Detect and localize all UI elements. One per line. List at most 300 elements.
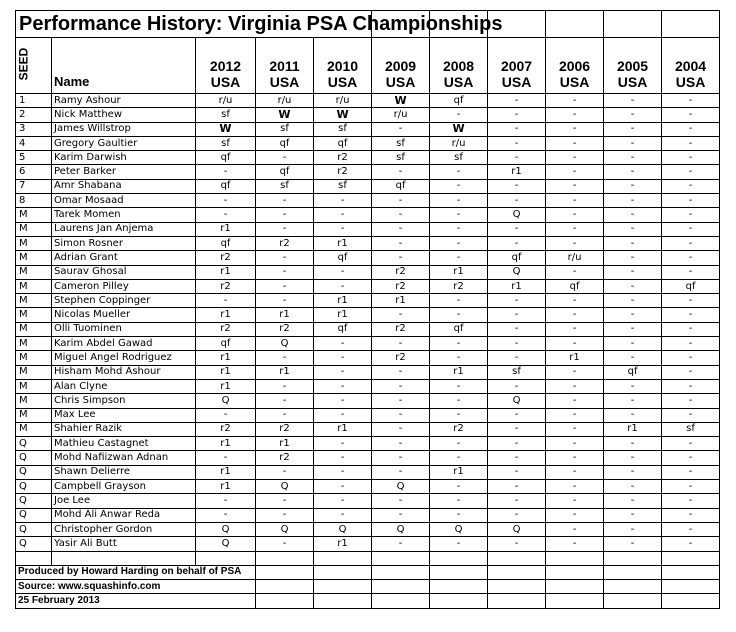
seed-cell: 4 — [16, 136, 52, 150]
result-cell: W — [372, 94, 430, 108]
result-cell: W — [196, 122, 256, 136]
footer-row — [16, 565, 720, 579]
result-cell: - — [662, 522, 720, 536]
result-cell: - — [196, 408, 256, 422]
result-cell: r2 — [196, 251, 256, 265]
result-cell: - — [314, 394, 372, 408]
result-cell: Q — [256, 522, 314, 536]
result-cell: qf — [430, 322, 488, 336]
year-header — [314, 38, 372, 94]
year-label: 2011 — [269, 58, 300, 74]
year-header — [196, 38, 256, 94]
result-cell: - — [314, 351, 372, 365]
table-row — [16, 322, 720, 336]
result-cell: - — [314, 451, 372, 465]
page-title: Performance History: Virginia PSA Championships — [16, 11, 372, 38]
result-cell: - — [430, 236, 488, 250]
result-cell: - — [430, 437, 488, 451]
player-name-cell: Alan Clyne — [52, 379, 196, 393]
result-cell: - — [604, 308, 662, 322]
result-cell: r1 — [256, 437, 314, 451]
country-label: USA — [443, 74, 474, 90]
player-name-cell: Max Lee — [52, 408, 196, 422]
result-cell: - — [314, 279, 372, 293]
result-cell: - — [256, 194, 314, 208]
player-name-cell: Simon Rosner — [52, 236, 196, 250]
empty-cell — [256, 580, 314, 594]
table-row — [16, 265, 720, 279]
table-row — [16, 379, 720, 393]
result-cell: - — [662, 122, 720, 136]
seed-cell: 1 — [16, 94, 52, 108]
empty-cell — [662, 594, 720, 608]
result-cell: - — [430, 351, 488, 365]
result-cell: - — [256, 465, 314, 479]
result-cell: - — [662, 208, 720, 222]
result-cell: qf — [430, 94, 488, 108]
result-cell: sf — [372, 151, 430, 165]
result-cell: - — [546, 451, 604, 465]
table-row — [16, 179, 720, 193]
player-name-cell: Shawn Delierre — [52, 465, 196, 479]
result-cell: - — [196, 208, 256, 222]
player-name-cell: Miguel Angel Rodriguez — [52, 351, 196, 365]
result-cell: - — [604, 322, 662, 336]
table-row — [16, 194, 720, 208]
footer-row — [16, 580, 720, 594]
result-cell: sf — [488, 365, 546, 379]
table-row — [16, 236, 720, 250]
result-cell: - — [488, 494, 546, 508]
empty-cell — [314, 565, 372, 579]
result-cell: - — [662, 151, 720, 165]
table-row — [16, 251, 720, 265]
result-cell: - — [604, 236, 662, 250]
table-row — [16, 480, 720, 494]
result-cell: - — [604, 179, 662, 193]
result-cell: - — [430, 379, 488, 393]
result-cell: - — [372, 365, 430, 379]
result-cell: - — [546, 165, 604, 179]
result-cell: - — [662, 379, 720, 393]
empty-cell — [430, 551, 488, 565]
seed-cell: Q — [16, 522, 52, 536]
source-note: Source: www.squashinfo.com — [16, 580, 256, 594]
result-cell: - — [662, 94, 720, 108]
result-cell: qf — [196, 236, 256, 250]
year-label: 2007 — [500, 58, 533, 74]
result-cell: - — [604, 408, 662, 422]
result-cell: - — [546, 322, 604, 336]
result-cell: - — [662, 337, 720, 351]
country-label: USA — [675, 74, 706, 90]
result-cell: - — [662, 437, 720, 451]
player-name-cell: Adrian Grant — [52, 251, 196, 265]
result-cell: - — [372, 422, 430, 436]
year-header — [430, 38, 488, 94]
result-cell: - — [256, 251, 314, 265]
result-cell: r2 — [430, 422, 488, 436]
player-name-cell: Saurav Ghosal — [52, 265, 196, 279]
result-cell: r1 — [314, 294, 372, 308]
empty-cell — [662, 551, 720, 565]
table-row — [16, 136, 720, 150]
result-cell: r1 — [314, 422, 372, 436]
result-cell: - — [372, 308, 430, 322]
seed-cell: M — [16, 236, 52, 250]
result-cell: - — [372, 465, 430, 479]
result-cell: r1 — [430, 465, 488, 479]
empty-cell — [314, 594, 372, 608]
result-cell: - — [662, 351, 720, 365]
result-cell: Q — [256, 480, 314, 494]
result-cell: - — [256, 408, 314, 422]
result-cell: - — [604, 294, 662, 308]
result-cell: - — [430, 408, 488, 422]
empty-cell — [372, 551, 430, 565]
empty-cell — [196, 551, 256, 565]
header-row — [16, 38, 720, 94]
player-name-cell: Campbell Grayson — [52, 480, 196, 494]
result-cell: - — [546, 136, 604, 150]
empty-cell — [256, 551, 314, 565]
result-cell: r1 — [430, 365, 488, 379]
seed-cell: M — [16, 208, 52, 222]
empty-cell — [604, 580, 662, 594]
result-cell: sf — [256, 179, 314, 193]
result-cell: - — [488, 508, 546, 522]
country-label: USA — [385, 74, 416, 90]
result-cell: - — [314, 365, 372, 379]
table-row — [16, 494, 720, 508]
result-cell: r1 — [196, 308, 256, 322]
result-cell: - — [256, 537, 314, 551]
result-cell: r1 — [314, 308, 372, 322]
spacer-row — [16, 551, 720, 565]
result-cell: - — [256, 379, 314, 393]
table-row — [16, 222, 720, 236]
result-cell: - — [256, 494, 314, 508]
seed-header — [16, 38, 52, 94]
seed-cell: 6 — [16, 165, 52, 179]
date-note: 25 February 2013 — [16, 594, 256, 608]
table-row — [16, 394, 720, 408]
result-cell: - — [662, 294, 720, 308]
result-cell: - — [256, 208, 314, 222]
result-cell: - — [314, 194, 372, 208]
result-cell: - — [372, 537, 430, 551]
result-cell: Q — [430, 522, 488, 536]
empty-cell — [256, 594, 314, 608]
result-cell: - — [488, 351, 546, 365]
result-cell: - — [604, 194, 662, 208]
player-name-cell: James Willstrop — [52, 122, 196, 136]
seed-cell: M — [16, 308, 52, 322]
result-cell: - — [546, 394, 604, 408]
player-name-cell: Stephen Coppinger — [52, 294, 196, 308]
year-label: 2012 — [209, 58, 242, 74]
result-cell: qf — [314, 322, 372, 336]
empty-cell — [430, 594, 488, 608]
result-cell: r1 — [196, 465, 256, 479]
seed-cell: Q — [16, 437, 52, 451]
result-cell: Q — [488, 208, 546, 222]
result-cell: r1 — [196, 437, 256, 451]
year-label: 2005 — [616, 58, 649, 74]
result-cell: r/u — [196, 94, 256, 108]
result-cell: - — [256, 294, 314, 308]
year-header — [662, 38, 720, 94]
result-cell: - — [314, 337, 372, 351]
country-label: USA — [501, 74, 532, 90]
result-cell: - — [372, 208, 430, 222]
result-cell: - — [372, 379, 430, 393]
result-cell: - — [314, 408, 372, 422]
result-cell: - — [372, 251, 430, 265]
empty-cell — [372, 565, 430, 579]
year-label: 2004 — [674, 58, 707, 74]
player-name-cell: Nicolas Mueller — [52, 308, 196, 322]
result-cell: - — [604, 122, 662, 136]
result-cell: - — [662, 136, 720, 150]
result-cell: - — [488, 94, 546, 108]
result-cell: - — [546, 208, 604, 222]
result-cell: r/u — [314, 94, 372, 108]
table-row — [16, 294, 720, 308]
result-cell: - — [546, 508, 604, 522]
result-cell: - — [662, 537, 720, 551]
result-cell: Q — [488, 265, 546, 279]
seed-cell: M — [16, 408, 52, 422]
empty-cell — [488, 565, 546, 579]
result-cell: r1 — [256, 365, 314, 379]
result-cell: - — [488, 408, 546, 422]
result-cell: - — [662, 236, 720, 250]
table-row — [16, 408, 720, 422]
seed-cell: M — [16, 322, 52, 336]
result-cell: - — [488, 179, 546, 193]
result-cell: - — [314, 437, 372, 451]
empty-cell — [372, 594, 430, 608]
empty-cell — [314, 551, 372, 565]
empty-cell — [604, 11, 662, 38]
result-cell: r1 — [196, 379, 256, 393]
result-cell: - — [488, 194, 546, 208]
result-cell: r1 — [488, 165, 546, 179]
result-cell: r/u — [430, 136, 488, 150]
result-cell: sf — [430, 151, 488, 165]
result-cell: - — [488, 136, 546, 150]
result-cell: - — [488, 308, 546, 322]
result-cell: - — [430, 108, 488, 122]
empty-cell — [604, 565, 662, 579]
result-cell: qf — [314, 136, 372, 150]
table-row — [16, 508, 720, 522]
result-cell: - — [314, 265, 372, 279]
result-cell: - — [662, 251, 720, 265]
result-cell: - — [546, 294, 604, 308]
result-cell: - — [488, 465, 546, 479]
result-cell: - — [314, 208, 372, 222]
result-cell: r2 — [372, 279, 430, 293]
player-name-cell: Karim Abdel Gawad — [52, 337, 196, 351]
result-cell: r2 — [372, 265, 430, 279]
table-row — [16, 122, 720, 136]
result-cell: qf — [196, 337, 256, 351]
result-cell: - — [604, 279, 662, 293]
empty-cell — [488, 594, 546, 608]
player-name-cell: Peter Barker — [52, 165, 196, 179]
result-cell: - — [546, 122, 604, 136]
result-cell: r1 — [372, 294, 430, 308]
seed-cell: Q — [16, 480, 52, 494]
year-label: 2008 — [442, 58, 475, 74]
result-cell: - — [604, 337, 662, 351]
result-cell: Q — [488, 394, 546, 408]
empty-cell — [546, 580, 604, 594]
result-cell: W — [314, 108, 372, 122]
year-header — [488, 38, 546, 94]
empty-cell — [488, 551, 546, 565]
result-cell: - — [662, 194, 720, 208]
seed-cell: M — [16, 265, 52, 279]
result-cell: - — [546, 522, 604, 536]
result-cell: r2 — [256, 451, 314, 465]
empty-cell — [662, 11, 720, 38]
result-cell: - — [546, 494, 604, 508]
result-cell: W — [256, 108, 314, 122]
table-row — [16, 337, 720, 351]
result-cell: - — [256, 151, 314, 165]
seed-cell: 5 — [16, 151, 52, 165]
result-cell: - — [256, 508, 314, 522]
seed-cell: 8 — [16, 194, 52, 208]
result-cell: - — [546, 422, 604, 436]
result-cell: - — [488, 379, 546, 393]
result-cell: - — [546, 337, 604, 351]
result-cell: Q — [196, 394, 256, 408]
player-name-cell: Joe Lee — [52, 494, 196, 508]
result-cell: - — [662, 508, 720, 522]
result-cell: - — [604, 522, 662, 536]
result-cell: - — [604, 251, 662, 265]
result-cell: r2 — [256, 236, 314, 250]
result-cell: - — [662, 265, 720, 279]
result-cell: - — [372, 408, 430, 422]
result-cell: - — [546, 308, 604, 322]
table-row — [16, 208, 720, 222]
result-cell: r2 — [314, 151, 372, 165]
result-cell: - — [314, 222, 372, 236]
result-cell: - — [372, 451, 430, 465]
seed-cell: M — [16, 294, 52, 308]
result-cell: sf — [196, 136, 256, 150]
result-cell: - — [256, 279, 314, 293]
result-cell: r2 — [196, 322, 256, 336]
result-cell: Q — [256, 337, 314, 351]
year-header — [604, 38, 662, 94]
seed-cell: M — [16, 279, 52, 293]
year-label: 2009 — [384, 58, 417, 74]
result-cell: - — [256, 394, 314, 408]
name-header: Name — [52, 38, 196, 94]
seed-cell: 7 — [16, 179, 52, 193]
result-cell: - — [662, 451, 720, 465]
result-cell: - — [546, 194, 604, 208]
year-header — [546, 38, 604, 94]
result-cell: - — [662, 165, 720, 179]
result-cell: - — [196, 508, 256, 522]
table-body — [16, 94, 720, 566]
result-cell: - — [662, 222, 720, 236]
result-cell: sf — [372, 136, 430, 150]
table-row — [16, 522, 720, 536]
result-cell: - — [372, 394, 430, 408]
result-cell: - — [196, 194, 256, 208]
result-cell: - — [430, 480, 488, 494]
table-row — [16, 437, 720, 451]
result-cell: r1 — [196, 480, 256, 494]
result-cell: - — [430, 165, 488, 179]
result-cell: - — [488, 537, 546, 551]
player-name-cell: Christopher Gordon — [52, 522, 196, 536]
empty-cell — [662, 565, 720, 579]
result-cell: qf — [604, 365, 662, 379]
result-cell: - — [662, 108, 720, 122]
year-header — [256, 38, 314, 94]
result-cell: r1 — [604, 422, 662, 436]
empty-cell — [16, 551, 52, 565]
result-cell: qf — [196, 179, 256, 193]
result-cell: - — [546, 465, 604, 479]
result-cell: r1 — [430, 265, 488, 279]
player-name-cell: Karim Darwish — [52, 151, 196, 165]
result-cell: - — [256, 351, 314, 365]
result-cell: - — [256, 222, 314, 236]
player-name-cell: Mathieu Castagnet — [52, 437, 196, 451]
result-cell: - — [372, 494, 430, 508]
result-cell: r2 — [256, 322, 314, 336]
table-row — [16, 151, 720, 165]
result-cell: - — [430, 208, 488, 222]
result-cell: - — [604, 480, 662, 494]
table-row — [16, 537, 720, 551]
result-cell: - — [604, 151, 662, 165]
player-name-cell: Yasir Ali Butt — [52, 537, 196, 551]
table-row — [16, 94, 720, 108]
result-cell: - — [196, 165, 256, 179]
table-row — [16, 108, 720, 122]
seed-cell: Q — [16, 508, 52, 522]
result-cell: r/u — [546, 251, 604, 265]
country-label: USA — [210, 74, 241, 90]
result-cell: Q — [314, 522, 372, 536]
seed-cell: M — [16, 365, 52, 379]
seed-cell: 3 — [16, 122, 52, 136]
result-cell: Q — [372, 480, 430, 494]
result-cell: - — [546, 408, 604, 422]
result-cell: r2 — [256, 422, 314, 436]
result-cell: - — [604, 465, 662, 479]
result-cell: - — [604, 208, 662, 222]
result-cell: - — [430, 222, 488, 236]
empty-cell — [488, 580, 546, 594]
result-cell: - — [604, 394, 662, 408]
result-cell: - — [430, 179, 488, 193]
result-cell: Q — [488, 522, 546, 536]
result-cell: - — [546, 236, 604, 250]
result-cell: Q — [196, 537, 256, 551]
